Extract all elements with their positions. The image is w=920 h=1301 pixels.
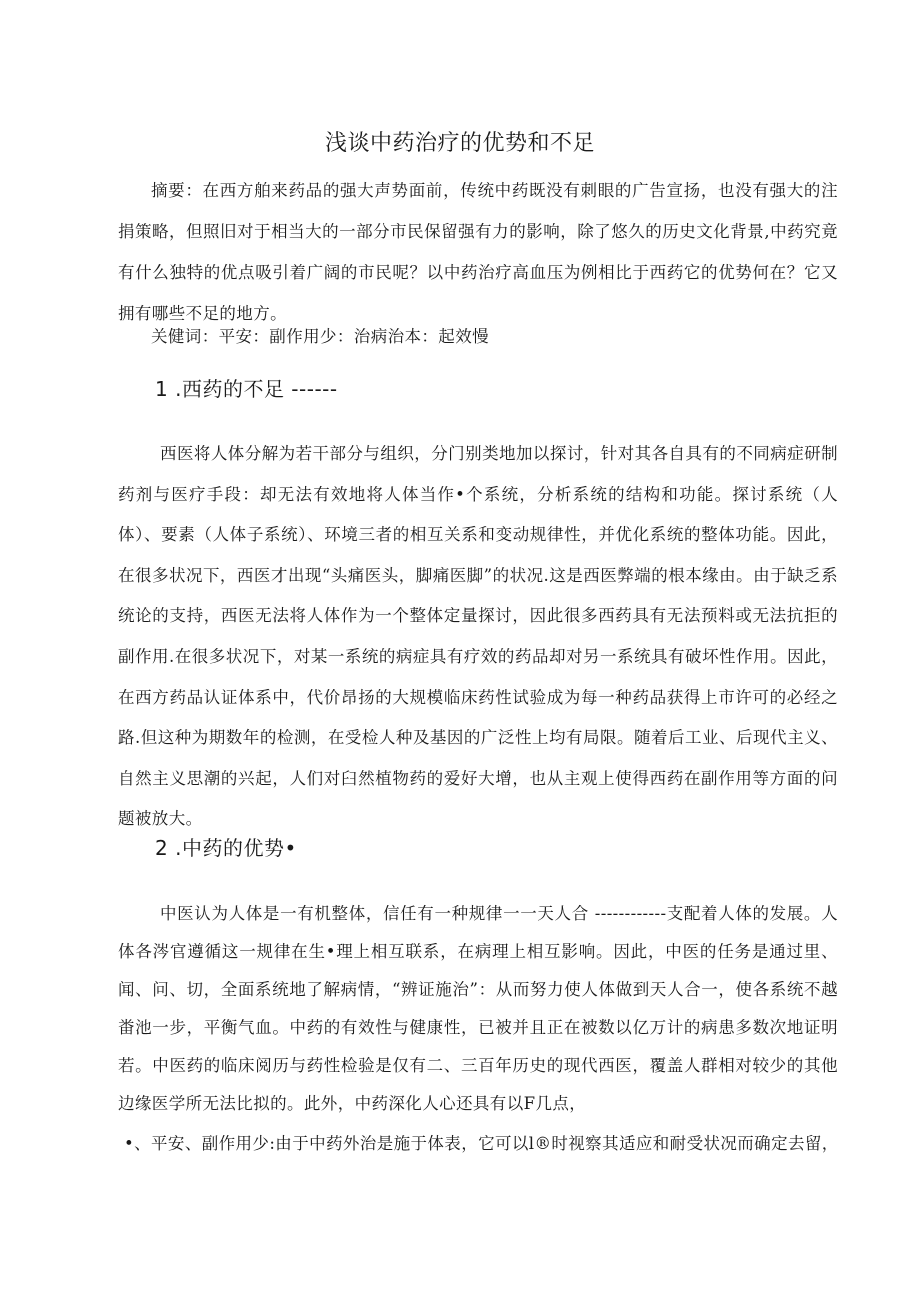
section-2-body: 中医认为人体是一有机整体，信任有一种规律一一天人合 ------------支配着人体的发展。人体各涔官遵循这一规律在生•理上相互联系，在病理上相互影响。因此，中医的任务是通过里、闻、问、切，全面系统地了解病情，“辨证施治”：从而努力使人体做到天人合一，使各系统不越畨池一步，平衡气血。中药的有效性与健康性，已被并且正在被数以亿万计的病患多数次地证明若。中医药的临床阅历与药性检验是仅有二、三百年历史的现代西医，覆盖人群相对较少的其他边缘医学所无法比拟的。此外，中药深化人心还具有以F几点， [118, 904, 838, 1113]
keywords-line: 关健词：平安：副作用少：治病治本：起效慢 [151, 327, 489, 346]
section-2-heading: 2 .中药的优势• [155, 836, 297, 860]
document-title: 浅谈中药治疗的优势和不足 [324, 131, 595, 156]
section-1-heading: 1 .西药的不足 ------ [155, 377, 338, 401]
section-2-bullet: •、平安、副作用少:由于中药外治是施于体表，它可以l®时视察其适应和耐受状况而确定去留， [124, 1134, 839, 1153]
abstract-paragraph: 摘要：在西方舶来药品的强大声势面前，传统中药既没有刺眼的广告宣扬，也没有强大的注捐策略，但照旧对于相当大的一部分市民保留强有力的影响，除了悠久的历史文化背景,中药究竟有什么独特的优点吸引着广阔的市民呢？以中药治疗高血压为例相比于西药它的优势何在？它又拥有哪些不足的地方。 [118, 181, 838, 323]
section-1-body: 西医将人体分解为若干部分与组织，分门别类地加以探讨，针对其各自具有的不同病症研制药剂与医疗手段：却无法有效地将人体当作•个系统，分析系统的结构和功能。探讨系统（人体）、要素（人体子系统）、环境三者的相互关系和变动规律性，并优化系统的整体功能。因此，在很多状况下，西医才出现“头痛医头，脚痛医脚”的状况.这是西医弊端的根本缘由。由于缺乏系统论的支持，西医无法将人体作为一个整体定量探讨，因此很多西药具有无法预料或无法抗拒的副作用.在很多状况下，对某一系统的病症具有疗效的药品却对另一系统具有破坏性作用。因此，在西方药品认证体系中，代价昂扬的大规模临床药性试验成为每一种药品获得上市许可的必经之路.但这种为期数年的检测，在受检人种及基因的广泛性上均有局限。随着后工业、后现代主义、自然主义思潮的兴起，人们对臼然植物药的爱好大增，也从主观上使得西药在副作用等方面的问题被放大。 [118, 444, 838, 829]
